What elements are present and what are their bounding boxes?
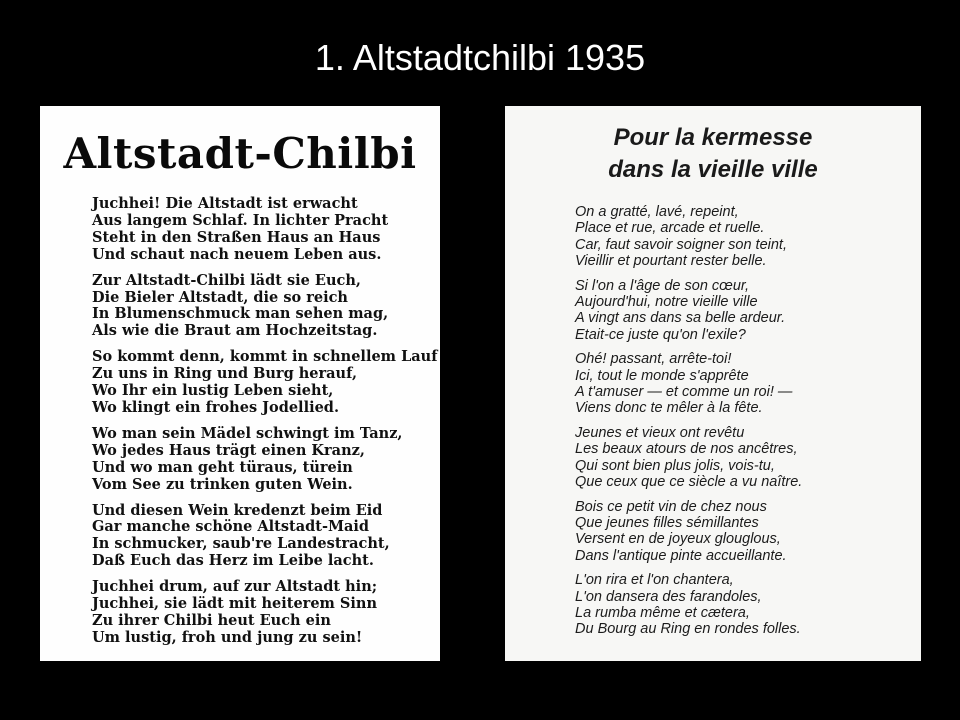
poem-line: In Blumenschmuck man sehen mag, [92, 305, 389, 323]
german-stanza-3 [92, 348, 438, 417]
poem-line: Aujourd'hui, notre vieille ville [575, 294, 758, 311]
poem-line: Zu uns in Ring und Burg herauf, [92, 365, 358, 383]
french-poem-body [575, 204, 915, 646]
poem-line: On a gratté, lavé, repeint, [575, 204, 739, 220]
slide-title: 1. Altstadtchilbi 1935 [314, 37, 646, 78]
poem-line: Und schaut nach neuem Leben aus. [92, 245, 382, 263]
poem-line: Versent en de joyeux glouglous, [575, 531, 781, 548]
poem-line: Que ceux que ce siècle a vu naître. [575, 474, 803, 491]
poem-line: Vieillir et pourtant rester belle. [575, 253, 767, 270]
poem-line: Wo Ihr ein lustig Leben sieht, [92, 382, 334, 400]
poem-line: Viens donc te mêler à la fête. [575, 400, 763, 417]
poem-line: L'on rira et l'on chantera, [575, 572, 734, 589]
french-stanza-6 [575, 572, 915, 638]
poem-line: A vingt ans dans sa belle ardeur. [575, 310, 786, 327]
poem-line: Place et rue, arcade et ruelle. [575, 220, 765, 237]
poem-line: Vom See zu trinken guten Wein. [92, 475, 353, 493]
poem-line: Dans l'antique pinte accueillante. [575, 547, 787, 564]
french-stanza-4 [575, 425, 915, 491]
poem-line: Bois ce petit vin de chez nous [575, 498, 767, 515]
german-stanza-6 [92, 579, 432, 647]
poem-line: Wo jedes Haus trägt einen Kranz, [92, 441, 365, 459]
poem-line: Und diesen Wein kredenzt beim Eid [92, 501, 383, 519]
poem-line: Car, faut savoir soigner son teint, [575, 236, 787, 253]
poem-line: Si l'on a l'âge de son cœur, [575, 277, 749, 294]
french-stanza-2 [575, 278, 915, 344]
poem-line: Les beaux atours de nos ancêtres, [575, 441, 798, 458]
poem-line: Juchhei! Die Altstadt ist erwacht [92, 195, 358, 212]
poem-line: Ohé! passant, arrête-toi! [575, 351, 732, 368]
poem-line: Gar manche schöne Altstadt-Maid [92, 518, 370, 536]
poem-line: Daß Euch das Herz im Leibe lacht. [92, 552, 374, 570]
poem-line: Die Bieler Altstadt, die so reich [92, 288, 348, 306]
french-stanza-5 [575, 499, 915, 565]
poem-line: Juchhei, sie lädt mit heiterem Sinn [92, 595, 377, 613]
poem-line: So kommt denn, kommt in schnellem Lauf [92, 348, 438, 366]
poem-line: Steht in den Straßen Haus an Haus [92, 228, 381, 246]
poem-line: Um lustig, froh und jung zu sein! [92, 628, 363, 646]
french-title-line-2: dans la vieille ville [608, 156, 818, 183]
poem-line: In schmucker, saub're Landestracht, [92, 535, 390, 553]
german-poem-body [92, 195, 438, 656]
poem-line: Wo man sein Mädel schwingt im Tanz, [92, 424, 403, 442]
poem-line: Qui sont bien plus jolis, vois-tu, [575, 457, 775, 474]
french-title-line-1: Pour la kermesse [613, 124, 813, 151]
german-stanza-1 [92, 196, 432, 264]
french-stanza-1 [575, 204, 915, 270]
poem-line: Als wie die Braut am Hochzeitstag. [92, 322, 378, 340]
poem-line: Zur Altstadt-Chilbi lädt sie Euch, [92, 271, 361, 289]
poem-line: Zu ihrer Chilbi heut Euch ein [92, 611, 331, 629]
french-stanza-3 [575, 351, 915, 417]
poem-line: Etait-ce juste qu'on l'exile? [575, 326, 746, 343]
poem-line: Aus langem Schlaf. In lichter Pracht [92, 211, 389, 229]
german-poem-title: Altstadt-Chilbi [63, 129, 417, 178]
poem-line: La rumba même et cætera, [575, 604, 750, 621]
poem-line: Jeunes et vieux ont revêtu [575, 424, 745, 441]
german-stanza-4 [92, 426, 432, 494]
poem-line: Wo klingt ein frohes Jodellied. [92, 398, 339, 416]
poem-line: Juchhei drum, auf zur Altstadt hin; [92, 578, 378, 596]
poem-line: L'on dansera des farandoles, [575, 588, 762, 605]
french-poem-title [505, 122, 921, 186]
german-stanza-2 [92, 273, 432, 341]
poem-line: Ici, tout le monde s'apprête [575, 367, 749, 384]
german-poem-page [40, 106, 440, 661]
poem-line: A t'amuser — et comme un roi! — [575, 384, 793, 401]
french-poem-page [505, 106, 921, 661]
poem-line: Du Bourg au Ring en rondes folles. [575, 621, 801, 638]
poem-line: Que jeunes filles sémillantes [575, 514, 759, 531]
german-stanza-5 [92, 503, 432, 571]
poem-line: Und wo man geht türaus, türein [92, 458, 353, 476]
